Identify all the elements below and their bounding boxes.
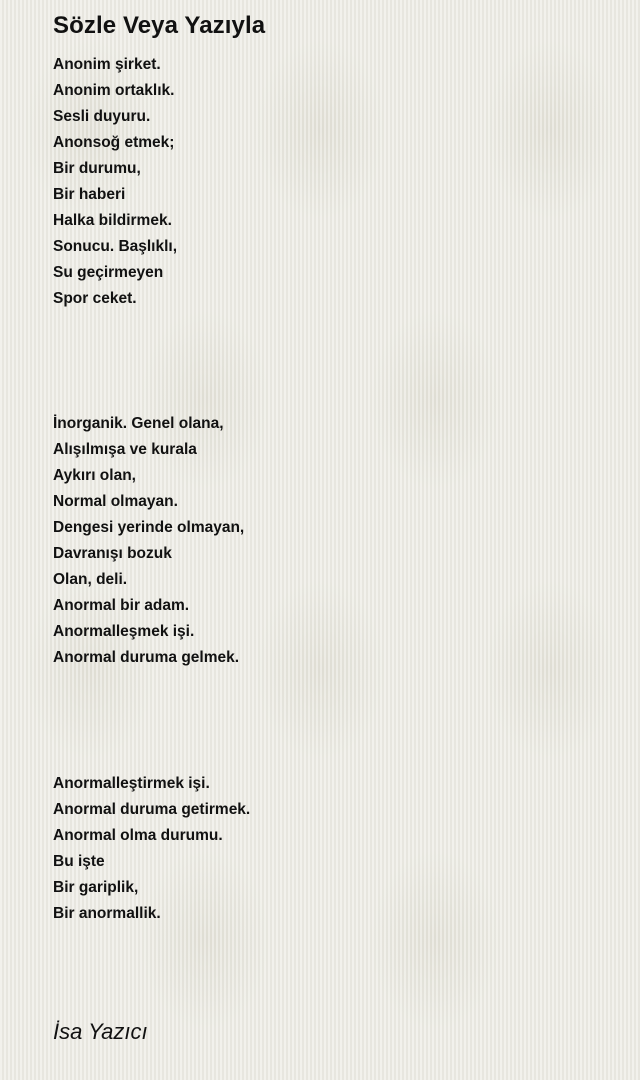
poem-line: Davranışı bozuk — [53, 545, 172, 562]
stanza — [53, 52, 177, 312]
poem-line: Su geçirmeyen — [53, 264, 164, 281]
poem-title: Sözle Veya Yazıyla — [53, 12, 266, 39]
poem-line: Bir haberi — [53, 186, 126, 203]
poem-line: Anormal duruma gelmek. — [53, 649, 240, 666]
poem-line: Alışılmışa ve kurala — [53, 441, 197, 458]
poem-line: Aykırı olan, — [53, 467, 136, 484]
stanza — [53, 411, 244, 671]
poem-line: Anonim şirket. — [53, 56, 161, 73]
poem-line: Anonsoğ etmek; — [53, 134, 175, 151]
poem-line: İnorganik. Genel olana, — [53, 415, 224, 432]
poem-line: Bir durumu, — [53, 160, 141, 177]
poem-line: Anormalleştirmek işi. — [53, 775, 210, 792]
poem-line: Anormal duruma getirmek. — [53, 801, 251, 818]
stanza — [53, 771, 250, 927]
poem-line: Bir anormallik. — [53, 905, 161, 922]
poem-line: Bir gariplik, — [53, 879, 139, 896]
poem-line: Anormal bir adam. — [53, 597, 190, 614]
poem-line: Olan, deli. — [53, 571, 128, 588]
poem-line: Sesli duyuru. — [53, 108, 151, 125]
poem-line: Anormalleşmek işi. — [53, 623, 195, 640]
poem-line: Sonucu. Başlıklı, — [53, 238, 178, 255]
poem-line: Dengesi yerinde olmayan, — [53, 519, 245, 536]
poem-line: Bu işte — [53, 853, 105, 870]
poem-line: Spor ceket. — [53, 290, 137, 307]
poem-line: Normal olmayan. — [53, 493, 178, 510]
poem-line: Anormal olma durumu. — [53, 827, 223, 844]
poem-author: İsa Yazıcı — [53, 1019, 148, 1044]
poem-line: Halka bildirmek. — [53, 212, 172, 229]
poem-line: Anonim ortaklık. — [53, 82, 175, 99]
